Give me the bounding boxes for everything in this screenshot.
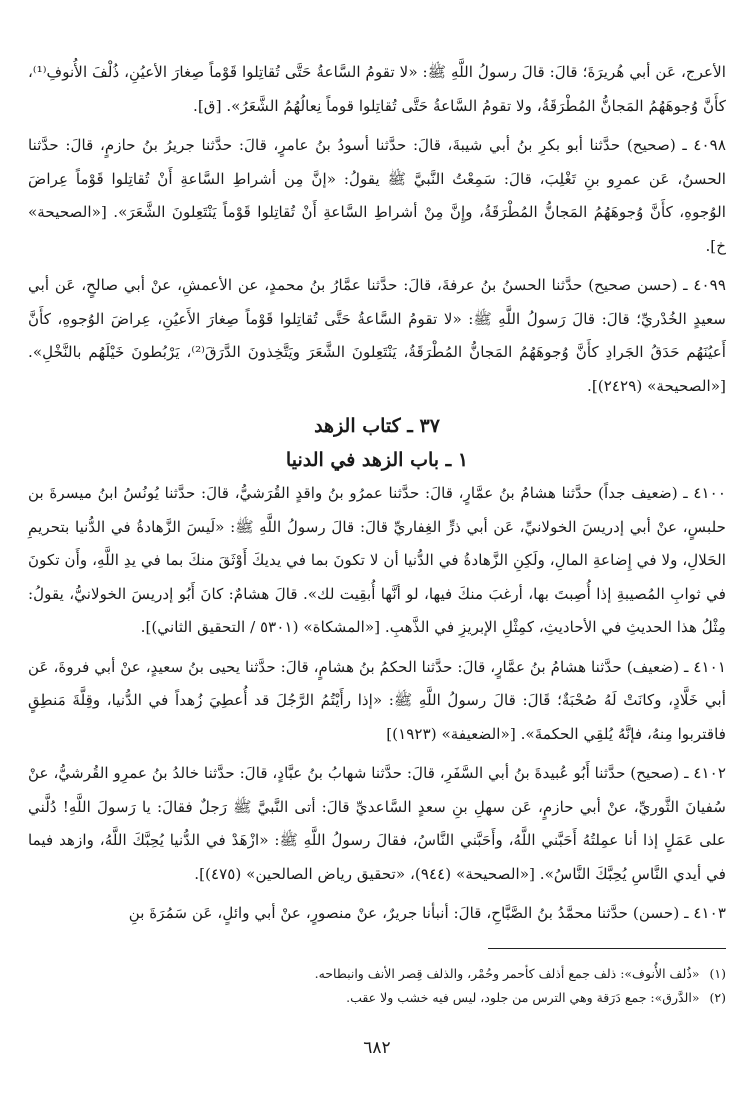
footnotes: [28, 962, 726, 1010]
footnote-text: «ذُلف الأُنوف»: ذلف جمع أذلف كأحمر وحُمْر، والذلف قِصر الأنف وانبطاحه.: [314, 966, 700, 981]
hadith-paragraph: ٤١٠٢ ـ (صحيح) حدَّثنا أَبُو عُبيدةَ بنُ أبي السَّفَرِ، قالَ: حدَّثنا شهابُ بنُ عبَّادٍ، قالَ: حدَّثنا خالدُ بنُ عمرِو القُرشيُّ، عنْ سُفيانَ الثَّوريِّ، عنْ أبي حازمٍ، عَن سهلِ بنِ سعدٍ السَّاعديِّ قالَ: أتى النَّبيَّ ﷺ رَجلٌ فقالَ: يا رَسولَ اللَّهِ! دُلَّني على عَمَلٍ إذا أنا عمِلتُهُ أَحَبَّني اللَّهُ، وأَحَبَّني النَّاسُ، فقالَ رسولُ اللَّهِ ﷺ: «ازْهَدْ في الدُّنيا يُحِبَّكَ اللَّهُ، وازهد فيما في أيدي النَّاسِ يُحِبَّكَ النَّاسُ». [«الصحيحة» (٩٤٤)، «تحقيق رياض الصالحين» (٤٧٥)].: [28, 764, 726, 883]
footnote-number: (١): [709, 966, 726, 981]
footnote-number: (٢): [709, 990, 726, 1005]
footnote: [28, 962, 726, 986]
kitab-heading: ٣٧ ـ كتاب الزهد: [314, 415, 440, 437]
hadith-paragraph: ٤٠٩٨ ـ (صحيح) حدَّثنا أبو بكرِ بنُ أبي شيبةَ، قالَ: حدَّثنا أسودُ بنُ عامرٍ، قالَ: حدَّثنا جريرُ بنُ حازمٍ، قالَ: حدَّثنا الحسنُ، عَن عمرِو بنِ تَغْلِبَ، قالَ: سَمِعْتُ النَّبيَّ ﷺ يقولُ: «إنَّ مِن أشراطِ السَّاعةِ أَنْ تُقاتِلوا قَوْماً عِراضَ الوُجوهِ، كأَنَّ وُجوهَهُمُ المَجانُّ المُطْرَقَةُ، وإِنَّ مِنْ أشراطِ السَّاعةِ أَنْ تُقاتِلوا قَوْماً يَنْتَعِلونَ الشَّعَرَ». [«الصحيحة» خ].: [28, 136, 726, 255]
hadith-paragraph: ٤٠٩٩ ـ (حسن صحيح) حدَّثنا الحسنُ بنُ عرفةَ، قالَ: حدَّثنا عمَّارُ بنُ محمدٍ، عن الأعمشِ، عنْ أبي صالحٍ، عَن أبي سعيدٍ الخُدْريِّ؛ قالَ: قالَ رَسولُ اللَّهِ ﷺ: «لا تقومُ السَّاعةُ حَتَّى تُقاتِلوا قَوْماً صِغارَ الأَعيُنِ، عِراضَ الوُجوهِ، كأَنَّ أَعيُنَهُم حَدَقُ الجَرادِ كأَنَّ وُجوهَهُمُ المَجانُّ المُطْرَقَةُ، يَنْتَعِلونَ الشَّعَرَ ويَتَّخِذونَ الدَّرَقَ⁽²⁾، يَرْبُطونَ خَيْلَهُم بالنَّخْلِ». [«الصحيحة» (٢٤٢٩)].: [28, 276, 726, 395]
hadith-paragraph: ٤١٠٣ ـ (حسن) حدَّثنا محمَّدُ بنُ الصَّبَّاحِ، قالَ: أنبأنا جريرٌ، عنْ منصورٍ، عنْ أبي وائلٍ، عَن سَمُرَةَ بنِ: [128, 904, 726, 922]
page-number: ٦٨٢: [363, 1038, 391, 1058]
footnote-text: «الدَّرق»: جمع دَرَقة وهي الترس من جلود، ليس فيه خشب ولا عقب.: [346, 990, 700, 1005]
footnote: [28, 986, 726, 1010]
footnote-divider: [488, 948, 726, 949]
bab-heading: ١ ـ باب الزهد في الدنيا: [285, 449, 469, 471]
hadith-paragraph: الأعرج، عَن أبي هُريرَةَ؛ قالَ: قالَ رسولُ اللَّهِ ﷺ: «لا تقومُ السَّاعةُ حَتَّى تُقاتِلوا قَوْماً صِغارَ الأعيُنِ، ذُلْفَ الأُنوفِ⁽¹⁾، كأَنَّ وُجوهَهُمُ المَجانُّ المُطْرَقَةُ، ولا تقومُ السَّاعةُ حَتَّى تُقاتِلوا قوماً نِعالُهُمُ الشَّعَرُ». [ق].: [28, 63, 726, 115]
hadith-paragraph: ٤١٠١ ـ (ضعيف) حدَّثنا هشامُ بنُ عمَّارٍ، قالَ: حدَّثنا الحكمُ بنُ هشامٍ، قالَ: حدَّثنا يحيى بنُ سعيدٍ، عنْ أبي فروةَ، عَن أبي خَلَّادٍ، وكانَتْ لَهُ صُحْبَةٌ؛ قَالَ: قالَ رسولُ اللَّهِ ﷺ: «إذا رأَيْتُمُ الرَّجُلَ قد أُعطِيَ زُهداً في الدُّنيا، وقِلَّةَ مَنطِقٍ فاقتربوا مِنهُ، فإنَّهُ يُلقِي الحكمةَ». [«الضعيفة» (١٩٢٣)]: [28, 657, 726, 743]
hadith-paragraph: ٤١٠٠ ـ (ضعيف جداً) حدَّثنا هشامُ بنُ عمَّارٍ، قالَ: حدَّثنا عمرُو بنُ واقدٍ القُرَشيُّ، قالَ: حدَّثنا يُونُسُ ابنُ ميسرةَ بن حلبسٍ، عنْ أبي إدريسَ الخولانيِّ، عَن أبي ذرٍّ الغِفاريِّ قالَ: قالَ رسولُ اللَّهِ ﷺ: «لَيسَ الزَّهادةُ في الدُّنيا بتحريمِ الحَلالِ، ولا في إِضاعةِ المالِ، ولَكِنِ الزَّهادةُ في الدُّنيا أن لا تكونَ بما في يديكَ أَوْثَقَ منكَ بما في يدِ اللَّهِ، وأَن تكونَ في ثوابِ المُصيبةِ إذا أُصِبتَ بها، أرغبَ منكَ فيها، لو أنَّها أُبقِيت لك». قالَ هشامٌ: كانَ أَبُو إدريسَ الخولانيُّ، يقولُ: مِثْلُ هذا الحديثِ في الأحاديثِ، كمِثْلِ الإبريزِ في الذَّهبِ. [«المشكاة» (٥٣٠١ / التحقيق الثاني)].: [28, 484, 726, 636]
page: [28, 56, 726, 1074]
